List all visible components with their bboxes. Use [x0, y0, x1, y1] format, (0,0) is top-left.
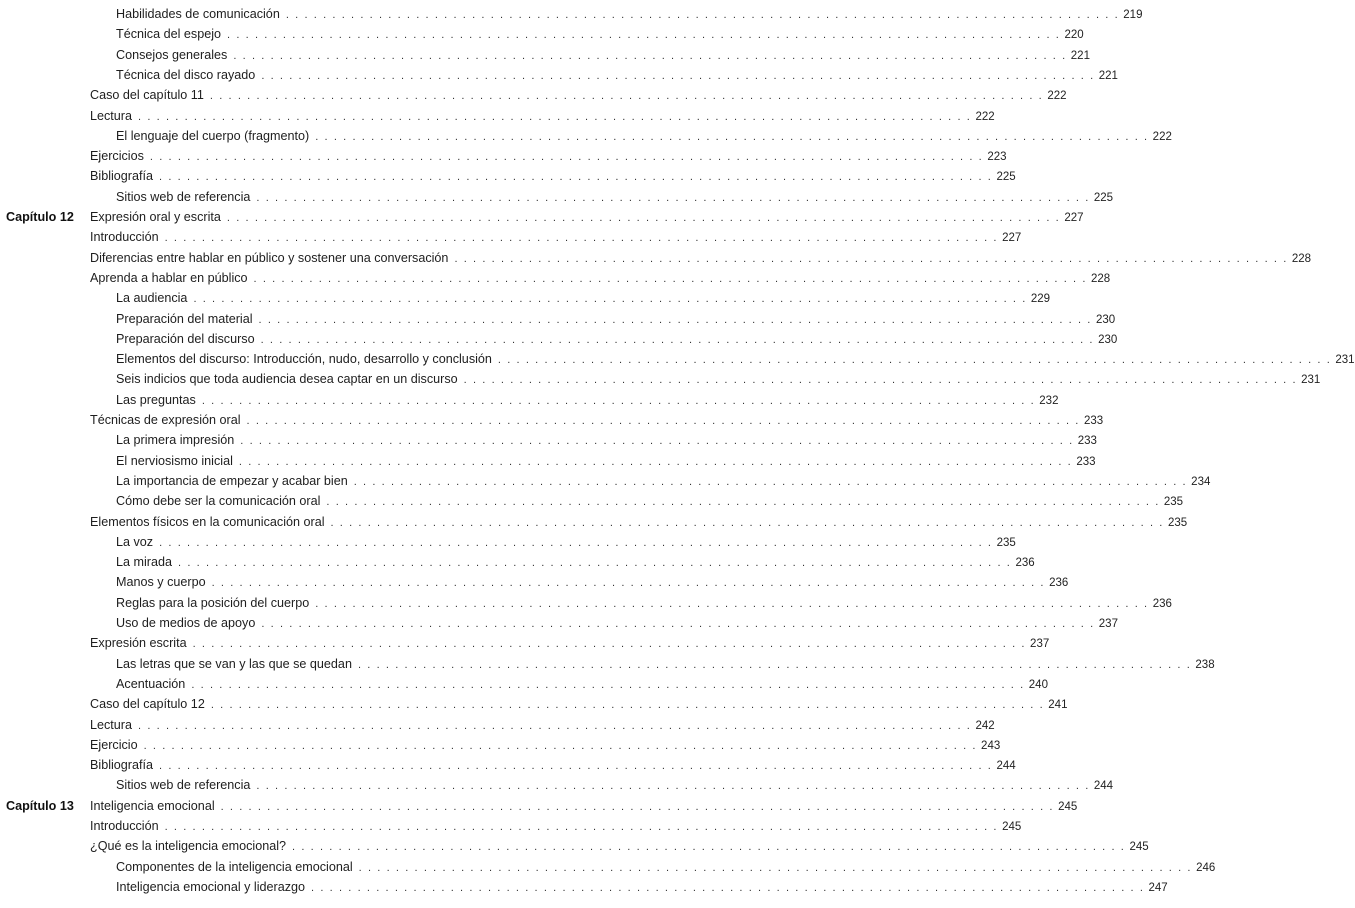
- toc-page-number: 240: [1028, 678, 1048, 691]
- toc-entry-title: Caso del capítulo 12: [90, 697, 205, 712]
- toc-row: [0, 755, 1016, 775]
- toc-entry: [116, 309, 1116, 330]
- toc-page-number: 236: [1049, 577, 1069, 590]
- toc-page-number: 242: [975, 719, 995, 732]
- toc-page-number: 228: [1291, 252, 1312, 265]
- toc-row: [0, 674, 1048, 694]
- dot-leader: . . . . . . . . . . . . . . . . . . . . . . . . . . . . . . . . . . . . . . . . . . . . . . . . . . . . . . . . . . . . . . . . . . . . . . . . . . . . . . . . . . . . . . . . . .: [261, 69, 1095, 82]
- toc-entry-title: Consejos generales: [116, 47, 228, 62]
- toc-row: [0, 430, 1097, 450]
- toc-page-number: 244: [1093, 780, 1114, 793]
- toc-entry: [90, 207, 1084, 228]
- toc-row: [0, 268, 1111, 288]
- toc-page-number: 246: [1196, 861, 1216, 874]
- toc-entry-title: Diferencias entre hablar en público y sostener una conversación: [90, 250, 449, 265]
- toc-entry: [116, 532, 1016, 553]
- toc-entry-title: Bibliografía: [90, 169, 154, 184]
- toc-page-number: 219: [1123, 9, 1143, 21]
- toc-row: [0, 329, 1118, 349]
- toc-entry-title: ¿Qué es la inteligencia emocional?: [90, 839, 287, 854]
- toc-page-number: 236: [1015, 557, 1035, 570]
- dot-leader: . . . . . . . . . . . . . . . . . . . . . . . . . . . . . . . . . . . . . . . . . . . . . . . . . . . . . . . . . . . . . . . . . . . . . . . . . . . . . . . . . . . . . . . . . .: [330, 516, 1164, 529]
- toc-page-number: 225: [996, 171, 1016, 184]
- toc-entry-title: Técnica del disco rayado: [116, 67, 256, 82]
- toc-page-number: 220: [1064, 29, 1084, 42]
- toc-row: [0, 24, 1084, 44]
- toc-entry-title: Acentuación: [116, 676, 186, 691]
- toc-entry-title: La primera impresión: [116, 433, 235, 448]
- toc-row: [0, 4, 1143, 24]
- toc-entry: [116, 471, 1211, 492]
- toc-entry-title: La audiencia: [116, 291, 188, 306]
- dot-leader: . . . . . . . . . . . . . . . . . . . . . . . . . . . . . . . . . . . . . . . . . . . . . . . . . . . . . . . . . . . . . . . . . . . . . . . . . . . . . . . . . . . . . . . . . .: [315, 130, 1149, 143]
- toc-entry-title: Inteligencia emocional: [90, 798, 215, 813]
- toc-row: [0, 613, 1118, 633]
- toc-entry: [116, 390, 1059, 411]
- toc-page-number: 227: [1002, 232, 1022, 245]
- toc-row: [0, 694, 1068, 714]
- toc-row: [0, 410, 1104, 430]
- toc-page-number: 238: [1195, 658, 1215, 671]
- toc-entry-title: La mirada: [116, 555, 173, 570]
- dot-leader: . . . . . . . . . . . . . . . . . . . . . . . . . . . . . . . . . . . . . . . . . . . . . . . . . . . . . . . . . . . . . . . . . . . . . . . . . . . . . . . . . . . . . . . . . .: [233, 49, 1067, 62]
- toc-entry-title: Introducción: [90, 230, 159, 245]
- toc-page-number: 227: [1064, 212, 1084, 224]
- toc-page-number: 237: [1030, 638, 1050, 651]
- dot-leader: . . . . . . . . . . . . . . . . . . . . . . . . . . . . . . . . . . . . . . . . . . . . . . . . . . . . . . . . . . . . . . . . . . . . . . . . . . . . . . . . . . . . . . . . . .: [258, 313, 1092, 326]
- toc-entry-title: Expresión escrita: [90, 636, 187, 651]
- toc-row: [0, 532, 1016, 552]
- toc-entry: [90, 248, 1312, 269]
- dot-leader: . . . . . . . . . . . . . . . . . . . . . . . . . . . . . . . . . . . . . . . . . . . . . . . . . . . . . . . . . . . . . . . . . . . . . . . . . . . . . . . . . . . . . . . . . .: [220, 800, 1055, 813]
- toc-row: [0, 248, 1312, 268]
- toc-entry-title: Lectura: [90, 108, 133, 123]
- toc-page-number: 231: [1301, 374, 1321, 387]
- dot-leader: . . . . . . . . . . . . . . . . . . . . . . . . . . . . . . . . . . . . . . . . . . . . . . . . . . . . . . . . . . . . . . . . . . . . . . . . . . . . . . . . . . . . . . . . . .: [164, 821, 999, 833]
- toc-entry: [90, 106, 995, 127]
- toc-entry: [90, 836, 1149, 857]
- toc-page-number: 222: [1047, 90, 1067, 103]
- toc-row: [0, 166, 1016, 186]
- toc-page-number: 230: [1098, 333, 1118, 346]
- toc-page-number: 223: [987, 151, 1007, 164]
- toc-entry-title: Técnica del espejo: [116, 27, 222, 42]
- toc-entry: [90, 410, 1104, 431]
- toc-entry-title: Preparación del material: [116, 311, 253, 326]
- toc-entry: [116, 654, 1215, 675]
- toc-entry: [116, 775, 1114, 796]
- toc-entry: [90, 633, 1050, 654]
- toc-row: [0, 836, 1149, 856]
- toc-row: [0, 187, 1114, 207]
- toc-entry: [90, 166, 1016, 187]
- toc-page-number: 233: [1083, 415, 1104, 427]
- toc-page-number: 235: [1167, 516, 1188, 529]
- toc-row: [0, 633, 1050, 653]
- toc-row: [0, 451, 1096, 471]
- toc-page-number: 231: [1335, 354, 1355, 367]
- toc-page-number: 222: [975, 110, 995, 123]
- toc-entry: [116, 65, 1118, 86]
- toc-page-number: 236: [1152, 597, 1172, 610]
- toc-entry: [116, 329, 1118, 350]
- chapter-label: Capítulo 13: [6, 798, 74, 813]
- dot-leader: . . . . . . . . . . . . . . . . . . . . . . . . . . . . . . . . . . . . . . . . . . . . . . . . . . . . . . . . . . . . . . . . . . . . . . . . . . . . . . . . . . . . . . . . . .: [143, 739, 978, 752]
- toc-row: [0, 349, 1355, 369]
- toc-entry: [116, 857, 1216, 878]
- toc-entry-title: Lectura: [90, 717, 133, 732]
- toc-entry: [116, 187, 1114, 208]
- toc-page-number: 245: [1129, 841, 1149, 854]
- toc-entry: [90, 694, 1068, 715]
- toc-entry-title: Preparación del discurso: [116, 331, 255, 346]
- toc-entry: [116, 288, 1051, 309]
- toc-page-number: 230: [1095, 313, 1116, 326]
- dot-leader: . . . . . . . . . . . . . . . . . . . . . . . . . . . . . . . . . . . . . . . . . . . . . . . . . . . . . . . . . . . . . . . . . . . . . . . . . . . . . . . . . . . . . . . . . .: [260, 333, 1095, 346]
- toc-page-number: 245: [1002, 821, 1022, 833]
- toc-entry: [116, 552, 1035, 573]
- dot-leader: . . . . . . . . . . . . . . . . . . . . . . . . . . . . . . . . . . . . . . . . . . . . . . . . . . . . . . . . . . . . . . . . . . . . . . . . . . . . . . . . . . . . . . . . . .: [149, 151, 984, 164]
- toc-page-number: 228: [1091, 272, 1111, 285]
- toc-entry: [116, 45, 1090, 66]
- toc-row: [0, 512, 1188, 532]
- dot-leader: . . . . . . . . . . . . . . . . . . . . . . . . . . . . . . . . . . . . . . . . . . . . . . . . . . . . . . . . . . . . . . . . . . . . . . . . . . . . . . . . . . . . . . . . . .: [261, 618, 1095, 630]
- toc-row: [0, 106, 995, 126]
- toc-page-number: 247: [1148, 881, 1168, 894]
- toc-row: [0, 775, 1114, 795]
- toc-entry: [116, 349, 1355, 370]
- dot-leader: . . . . . . . . . . . . . . . . . . . . . . . . . . . . . . . . . . . . . . . . . . . . . . . . . . . . . . . . . . . . . . . . . . . . . . . . . . . . . . . . . . . . . . . . . .: [138, 110, 972, 123]
- toc-entry: [90, 146, 1007, 167]
- toc-page-number: 233: [1077, 435, 1097, 448]
- toc-entry: [90, 755, 1016, 776]
- toc-page-number: 234: [1191, 475, 1211, 488]
- toc-entry-title: Reglas para la posición del cuerpo: [116, 595, 310, 610]
- toc-page-number: 233: [1076, 455, 1096, 468]
- toc-row: [0, 45, 1090, 65]
- toc-entry-title: Elementos físicos en la comunicación oral: [90, 514, 325, 529]
- toc-row: [0, 593, 1172, 613]
- dot-leader: . . . . . . . . . . . . . . . . . . . . . . . . . . . . . . . . . . . . . . . . . . . . . . . . . . . . . . . . . . . . . . . . . . . . . . . . . . . . . . . . . . . . . . . . . .: [256, 780, 1090, 793]
- dot-leader: . . . . . . . . . . . . . . . . . . . . . . . . . . . . . . . . . . . . . . . . . . . . . . . . . . . . . . . . . . . . . . . . . . . . . . . . . . . . . . . . . . . . . . . . . .: [159, 171, 993, 184]
- toc-entry: [116, 451, 1096, 472]
- toc-entry: [90, 715, 995, 736]
- dot-leader: . . . . . . . . . . . . . . . . . . . . . . . . . . . . . . . . . . . . . . . . . . . . . . . . . . . . . . . . . . . . . . . . . . . . . . . . . . . . . . . . . . . . . . . . . .: [238, 455, 1073, 468]
- dot-leader: . . . . . . . . . . . . . . . . . . . . . . . . . . . . . . . . . . . . . . . . . . . . . . . . . . . . . . . . . . . . . . . . . . . . . . . . . . . . . . . . . . . . . . . . . .: [164, 232, 999, 245]
- toc-entry-title: Ejercicios: [90, 149, 144, 164]
- toc-page-number: 225: [1093, 191, 1114, 204]
- toc-entry-title: Componentes de la inteligencia emocional: [116, 859, 353, 874]
- toc-row: [0, 491, 1184, 511]
- toc-entry: [90, 268, 1111, 289]
- dot-leader: . . . . . . . . . . . . . . . . . . . . . . . . . . . . . . . . . . . . . . . . . . . . . . . . . . . . . . . . . . . . . . . . . . . . . . . . . . . . . . . . . . . . . . . . . .: [201, 394, 1036, 407]
- toc-entry-title: El nerviosismo inicial: [116, 453, 233, 468]
- toc-page-number: 235: [1163, 496, 1184, 509]
- toc-entry-title: Bibliografía: [90, 758, 154, 773]
- dot-leader: . . . . . . . . . . . . . . . . . . . . . . . . . . . . . . . . . . . . . . . . . . . . . . . . . . . . . . . . . . . . . . . . . . . . . . . . . . . . . . . . . . . . . . . . . .: [211, 577, 1046, 590]
- toc-page-number: 245: [1058, 800, 1078, 813]
- toc-entry: [116, 4, 1143, 25]
- toc-row: [0, 572, 1069, 592]
- dot-leader: . . . . . . . . . . . . . . . . . . . . . . . . . . . . . . . . . . . . . . . . . . . . . . . . . . . . . . . . . . . . . . . . . . . . . . . . . . . . . . . . . . . . . . . . . .: [315, 597, 1149, 610]
- dot-leader: . . . . . . . . . . . . . . . . . . . . . . . . . . . . . . . . . . . . . . . . . . . . . . . . . . . . . . . . . . . . . . . . . . . . . . . . . . . . . . . . . . . . . . . . . .: [256, 191, 1090, 204]
- toc-page-number: 235: [996, 536, 1016, 549]
- toc-row: [0, 207, 1084, 227]
- toc-entry-title: Manos y cuerpo: [116, 575, 206, 590]
- dot-leader: . . . . . . . . . . . . . . . . . . . . . . . . . . . . . . . . . . . . . . . . . . . . . . . . . . . . . . . . . . . . . . . . . . . . . . . . . . . . . . . . . . . . . . . . . .: [357, 658, 1192, 671]
- toc-entry-title: Uso de medios de apoyo: [116, 616, 256, 630]
- toc-entry: [90, 227, 1022, 248]
- toc-page-number: 221: [1070, 49, 1090, 62]
- toc-row: [0, 715, 995, 735]
- toc-entry: [90, 85, 1067, 106]
- toc-row: [0, 369, 1321, 389]
- dot-leader: . . . . . . . . . . . . . . . . . . . . . . . . . . . . . . . . . . . . . . . . . . . . . . . . . . . . . . . . . . . . . . . . . . . . . . . . . . . . . . . . . . . . . . . . . .: [285, 9, 1120, 21]
- toc-entry: [116, 572, 1069, 593]
- toc-entry-title: La importancia de empezar y acabar bien: [116, 473, 348, 488]
- dot-leader: . . . . . . . . . . . . . . . . . . . . . . . . . . . . . . . . . . . . . . . . . . . . . . . . . . . . . . . . . . . . . . . . . . . . . . . . . . . . . . . . . . . . . . . . . .: [210, 699, 1045, 712]
- toc-row: [0, 390, 1059, 410]
- toc-entry-title: Sitios web de referencia: [116, 189, 251, 204]
- toc-page-number: 232: [1039, 394, 1059, 407]
- toc-row: [0, 857, 1216, 877]
- dot-leader: . . . . . . . . . . . . . . . . . . . . . . . . . . . . . . . . . . . . . . . . . . . . . . . . . . . . . . . . . . . . . . . . . . . . . . . . . . . . . . . . . . . . . . . . . .: [454, 252, 1288, 265]
- toc-entry-title: Inteligencia emocional y liderazgo: [116, 879, 306, 894]
- toc-row: [0, 309, 1116, 329]
- toc-row: [0, 288, 1051, 308]
- toc-page-number: 244: [996, 760, 1016, 773]
- toc-entry: [90, 816, 1022, 837]
- toc-entry-title: Introducción: [90, 819, 159, 833]
- toc-entry-title: Elementos del discurso: Introducción, nudo, desarrollo y conclusión: [116, 352, 492, 367]
- toc-row: [0, 227, 1022, 247]
- toc-entry: [116, 430, 1097, 451]
- toc-entry: [116, 491, 1184, 512]
- toc-row: [0, 816, 1022, 836]
- dot-leader: . . . . . . . . . . . . . . . . . . . . . . . . . . . . . . . . . . . . . . . . . . . . . . . . . . . . . . . . . . . . . . . . . . . . . . . . . . . . . . . . . . . . . . . . . .: [193, 293, 1027, 306]
- dot-leader: . . . . . . . . . . . . . . . . . . . . . . . . . . . . . . . . . . . . . . . . . . . . . . . . . . . . . . . . . . . . . . . . . . . . . . . . . . . . . . . . . . . . . . . . . .: [159, 760, 993, 773]
- dot-leader: . . . . . . . . . . . . . . . . . . . . . . . . . . . . . . . . . . . . . . . . . . . . . . . . . . . . . . . . . . . . . . . . . . . . . . . . . . . . . . . . . . . . . . . . . .: [192, 638, 1027, 651]
- toc-entry-title: Técnicas de expresión oral: [90, 413, 241, 427]
- toc-entry: [116, 24, 1084, 45]
- toc-row: [0, 85, 1067, 105]
- dot-leader: . . . . . . . . . . . . . . . . . . . . . . . . . . . . . . . . . . . . . . . . . . . . . . . . . . . . . . . . . . . . . . . . . . . . . . . . . . . . . . . . . . . . . . . . . .: [311, 881, 1145, 894]
- toc-row: [0, 654, 1215, 674]
- toc-entry-title: Las letras que se van y las que se quedan: [116, 656, 352, 671]
- dot-leader: . . . . . . . . . . . . . . . . . . . . . . . . . . . . . . . . . . . . . . . . . . . . . . . . . . . . . . . . . . . . . . . . . . . . . . . . . . . . . . . . . . . . . . . . . .: [159, 536, 993, 549]
- dot-leader: . . . . . . . . . . . . . . . . . . . . . . . . . . . . . . . . . . . . . . . . . . . . . . . . . . . . . . . . . . . . . . . . . . . . . . . . . . . . . . . . . . . . . . . . . .: [227, 29, 1061, 42]
- toc-entry-title: Expresión oral y escrita: [90, 210, 221, 224]
- dot-leader: . . . . . . . . . . . . . . . . . . . . . . . . . . . . . . . . . . . . . . . . . . . . . . . . . . . . . . . . . . . . . . . . . . . . . . . . . . . . . . . . . . . . . . . . . .: [226, 212, 1061, 224]
- toc-entry: [116, 613, 1118, 634]
- toc-entry: [116, 674, 1048, 695]
- dot-leader: . . . . . . . . . . . . . . . . . . . . . . . . . . . . . . . . . . . . . . . . . . . . . . . . . . . . . . . . . . . . . . . . . . . . . . . . . . . . . . . . . . . . . . . . . .: [253, 272, 1087, 285]
- toc-row: [0, 146, 1007, 166]
- dot-leader: . . . . . . . . . . . . . . . . . . . . . . . . . . . . . . . . . . . . . . . . . . . . . . . . . . . . . . . . . . . . . . . . . . . . . . . . . . . . . . . . . . . . . . . . . .: [246, 415, 1080, 427]
- dot-leader: . . . . . . . . . . . . . . . . . . . . . . . . . . . . . . . . . . . . . . . . . . . . . . . . . . . . . . . . . . . . . . . . . . . . . . . . . . . . . . . . . . . . . . . . . .: [326, 496, 1160, 509]
- toc-entry-title: Seis indicios que toda audiencia desea captar en un discurso: [116, 372, 458, 387]
- toc-row: [0, 735, 1001, 755]
- toc-row: [0, 65, 1118, 85]
- dot-leader: . . . . . . . . . . . . . . . . . . . . . . . . . . . . . . . . . . . . . . . . . . . . . . . . . . . . . . . . . . . . . . . . . . . . . . . . . . . . . . . . . . . . . . . . . .: [292, 841, 1126, 854]
- toc-entry-title: Ejercicio: [90, 737, 138, 752]
- chapter-label: Capítulo 12: [6, 210, 74, 224]
- dot-leader: . . . . . . . . . . . . . . . . . . . . . . . . . . . . . . . . . . . . . . . . . . . . . . . . . . . . . . . . . . . . . . . . . . . . . . . . . . . . . . . . . . . . . . . . . .: [463, 374, 1298, 387]
- toc-entry-title: Sitios web de referencia: [116, 778, 251, 793]
- toc-row: [0, 471, 1211, 491]
- toc-entry-title: Cómo debe ser la comunicación oral: [116, 494, 321, 509]
- toc-row: [0, 796, 1078, 816]
- dot-leader: . . . . . . . . . . . . . . . . . . . . . . . . . . . . . . . . . . . . . . . . . . . . . . . . . . . . . . . . . . . . . . . . . . . . . . . . . . . . . . . . . . . . . . . . . .: [178, 557, 1012, 570]
- toc-entry-title: Caso del capítulo 11: [90, 88, 204, 103]
- toc-entry: [116, 593, 1172, 614]
- toc-entry-title: La voz: [116, 534, 154, 549]
- toc-entry: [90, 796, 1078, 817]
- dot-leader: . . . . . . . . . . . . . . . . . . . . . . . . . . . . . . . . . . . . . . . . . . . . . . . . . . . . . . . . . . . . . . . . . . . . . . . . . . . . . . . . . . . . . . . . . .: [191, 678, 1025, 691]
- toc-page-number: 222: [1152, 130, 1172, 143]
- dot-leader: . . . . . . . . . . . . . . . . . . . . . . . . . . . . . . . . . . . . . . . . . . . . . . . . . . . . . . . . . . . . . . . . . . . . . . . . . . . . . . . . . . . . . . . . . .: [353, 475, 1188, 488]
- toc-row: [0, 552, 1035, 572]
- toc-page-number: 229: [1030, 293, 1051, 306]
- dot-leader: . . . . . . . . . . . . . . . . . . . . . . . . . . . . . . . . . . . . . . . . . . . . . . . . . . . . . . . . . . . . . . . . . . . . . . . . . . . . . . . . . . . . . . . . . .: [138, 719, 972, 732]
- toc-entry: [116, 877, 1168, 898]
- dot-leader: . . . . . . . . . . . . . . . . . . . . . . . . . . . . . . . . . . . . . . . . . . . . . . . . . . . . . . . . . . . . . . . . . . . . . . . . . . . . . . . . . . . . . . . . . .: [209, 90, 1044, 103]
- toc-entry: [90, 512, 1188, 533]
- toc-row: [0, 126, 1172, 146]
- toc-entry-title: El lenguaje del cuerpo (fragmento): [116, 128, 310, 143]
- dot-leader: . . . . . . . . . . . . . . . . . . . . . . . . . . . . . . . . . . . . . . . . . . . . . . . . . . . . . . . . . . . . . . . . . . . . . . . . . . . . . . . . . . . . . . . . . .: [358, 861, 1193, 874]
- dot-leader: . . . . . . . . . . . . . . . . . . . . . . . . . . . . . . . . . . . . . . . . . . . . . . . . . . . . . . . . . . . . . . . . . . . . . . . . . . . . . . . . . . . . . . . . . .: [240, 435, 1074, 448]
- toc-entry-title: Habilidades de comunicación: [116, 7, 280, 21]
- toc-page-number: 243: [981, 739, 1001, 752]
- toc-row: [0, 877, 1168, 897]
- toc-entry-title: Aprenda a hablar en público: [90, 270, 248, 285]
- toc-page-number: 237: [1098, 618, 1118, 630]
- toc-page-number: 241: [1048, 699, 1068, 712]
- toc-entry: [90, 735, 1001, 756]
- toc-entry: [116, 126, 1172, 147]
- toc-page-number: 221: [1098, 69, 1118, 82]
- toc-entry-title: Las preguntas: [116, 392, 196, 407]
- dot-leader: . . . . . . . . . . . . . . . . . . . . . . . . . . . . . . . . . . . . . . . . . . . . . . . . . . . . . . . . . . . . . . . . . . . . . . . . . . . . . . . . . . . . . . . . . .: [497, 354, 1332, 367]
- toc-entry: [116, 369, 1321, 390]
